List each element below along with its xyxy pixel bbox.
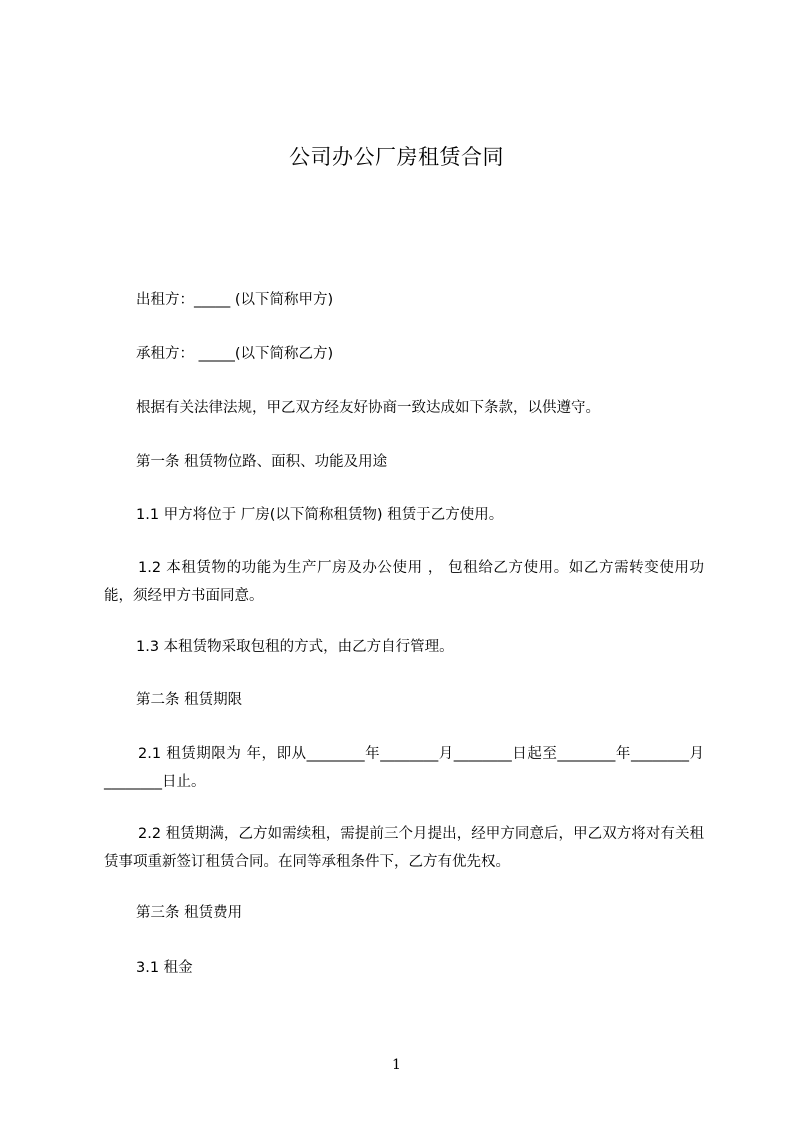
lessor-line: 出租方：_____ (以下简称甲方): [136, 292, 334, 308]
clause-1-3: 1.3 本租赁物采取包租的方式，由乙方自行管理。: [136, 639, 454, 655]
clause-3-1: 3.1 租金: [136, 960, 193, 976]
lessee-line: 承租方： _____(以下简称乙方): [136, 346, 334, 362]
article-3-heading: 第三条 租赁费用: [136, 905, 243, 921]
preamble-line: 根据有关法律法规，甲乙双方经友好协商一致达成如下条款，以供遵守。: [136, 400, 600, 416]
article-1-heading: 第一条 租赁物位路、面积、功能及用途: [136, 454, 388, 470]
clause-1-1: 1.1 甲方将位于 厂房(以下简称租赁物) 租赁于乙方使用。: [136, 507, 504, 523]
clause-1-2: 1.2 本租赁物的功能为生产厂房及办公使用 ， 包租给乙方使用。如乙方需转变使用功能，须经甲方书面同意。: [104, 560, 704, 604]
page-number: 1: [392, 1057, 401, 1073]
article-2-heading: 第二条 租赁期限: [136, 692, 243, 708]
clause-2-1: 2.1 租赁期限为 年，即从________年________月________日起至________年________月________日止。: [104, 746, 704, 790]
clause-2-2: 2.2 租赁期满，乙方如需续租，需提前三个月提出，经甲方同意后，甲乙双方将对有关租赁事项重新签订租赁合同。在同等承租条件下，乙方有优先权。: [104, 826, 704, 870]
document-title: 公司办公厂房租赁合同: [289, 145, 504, 169]
